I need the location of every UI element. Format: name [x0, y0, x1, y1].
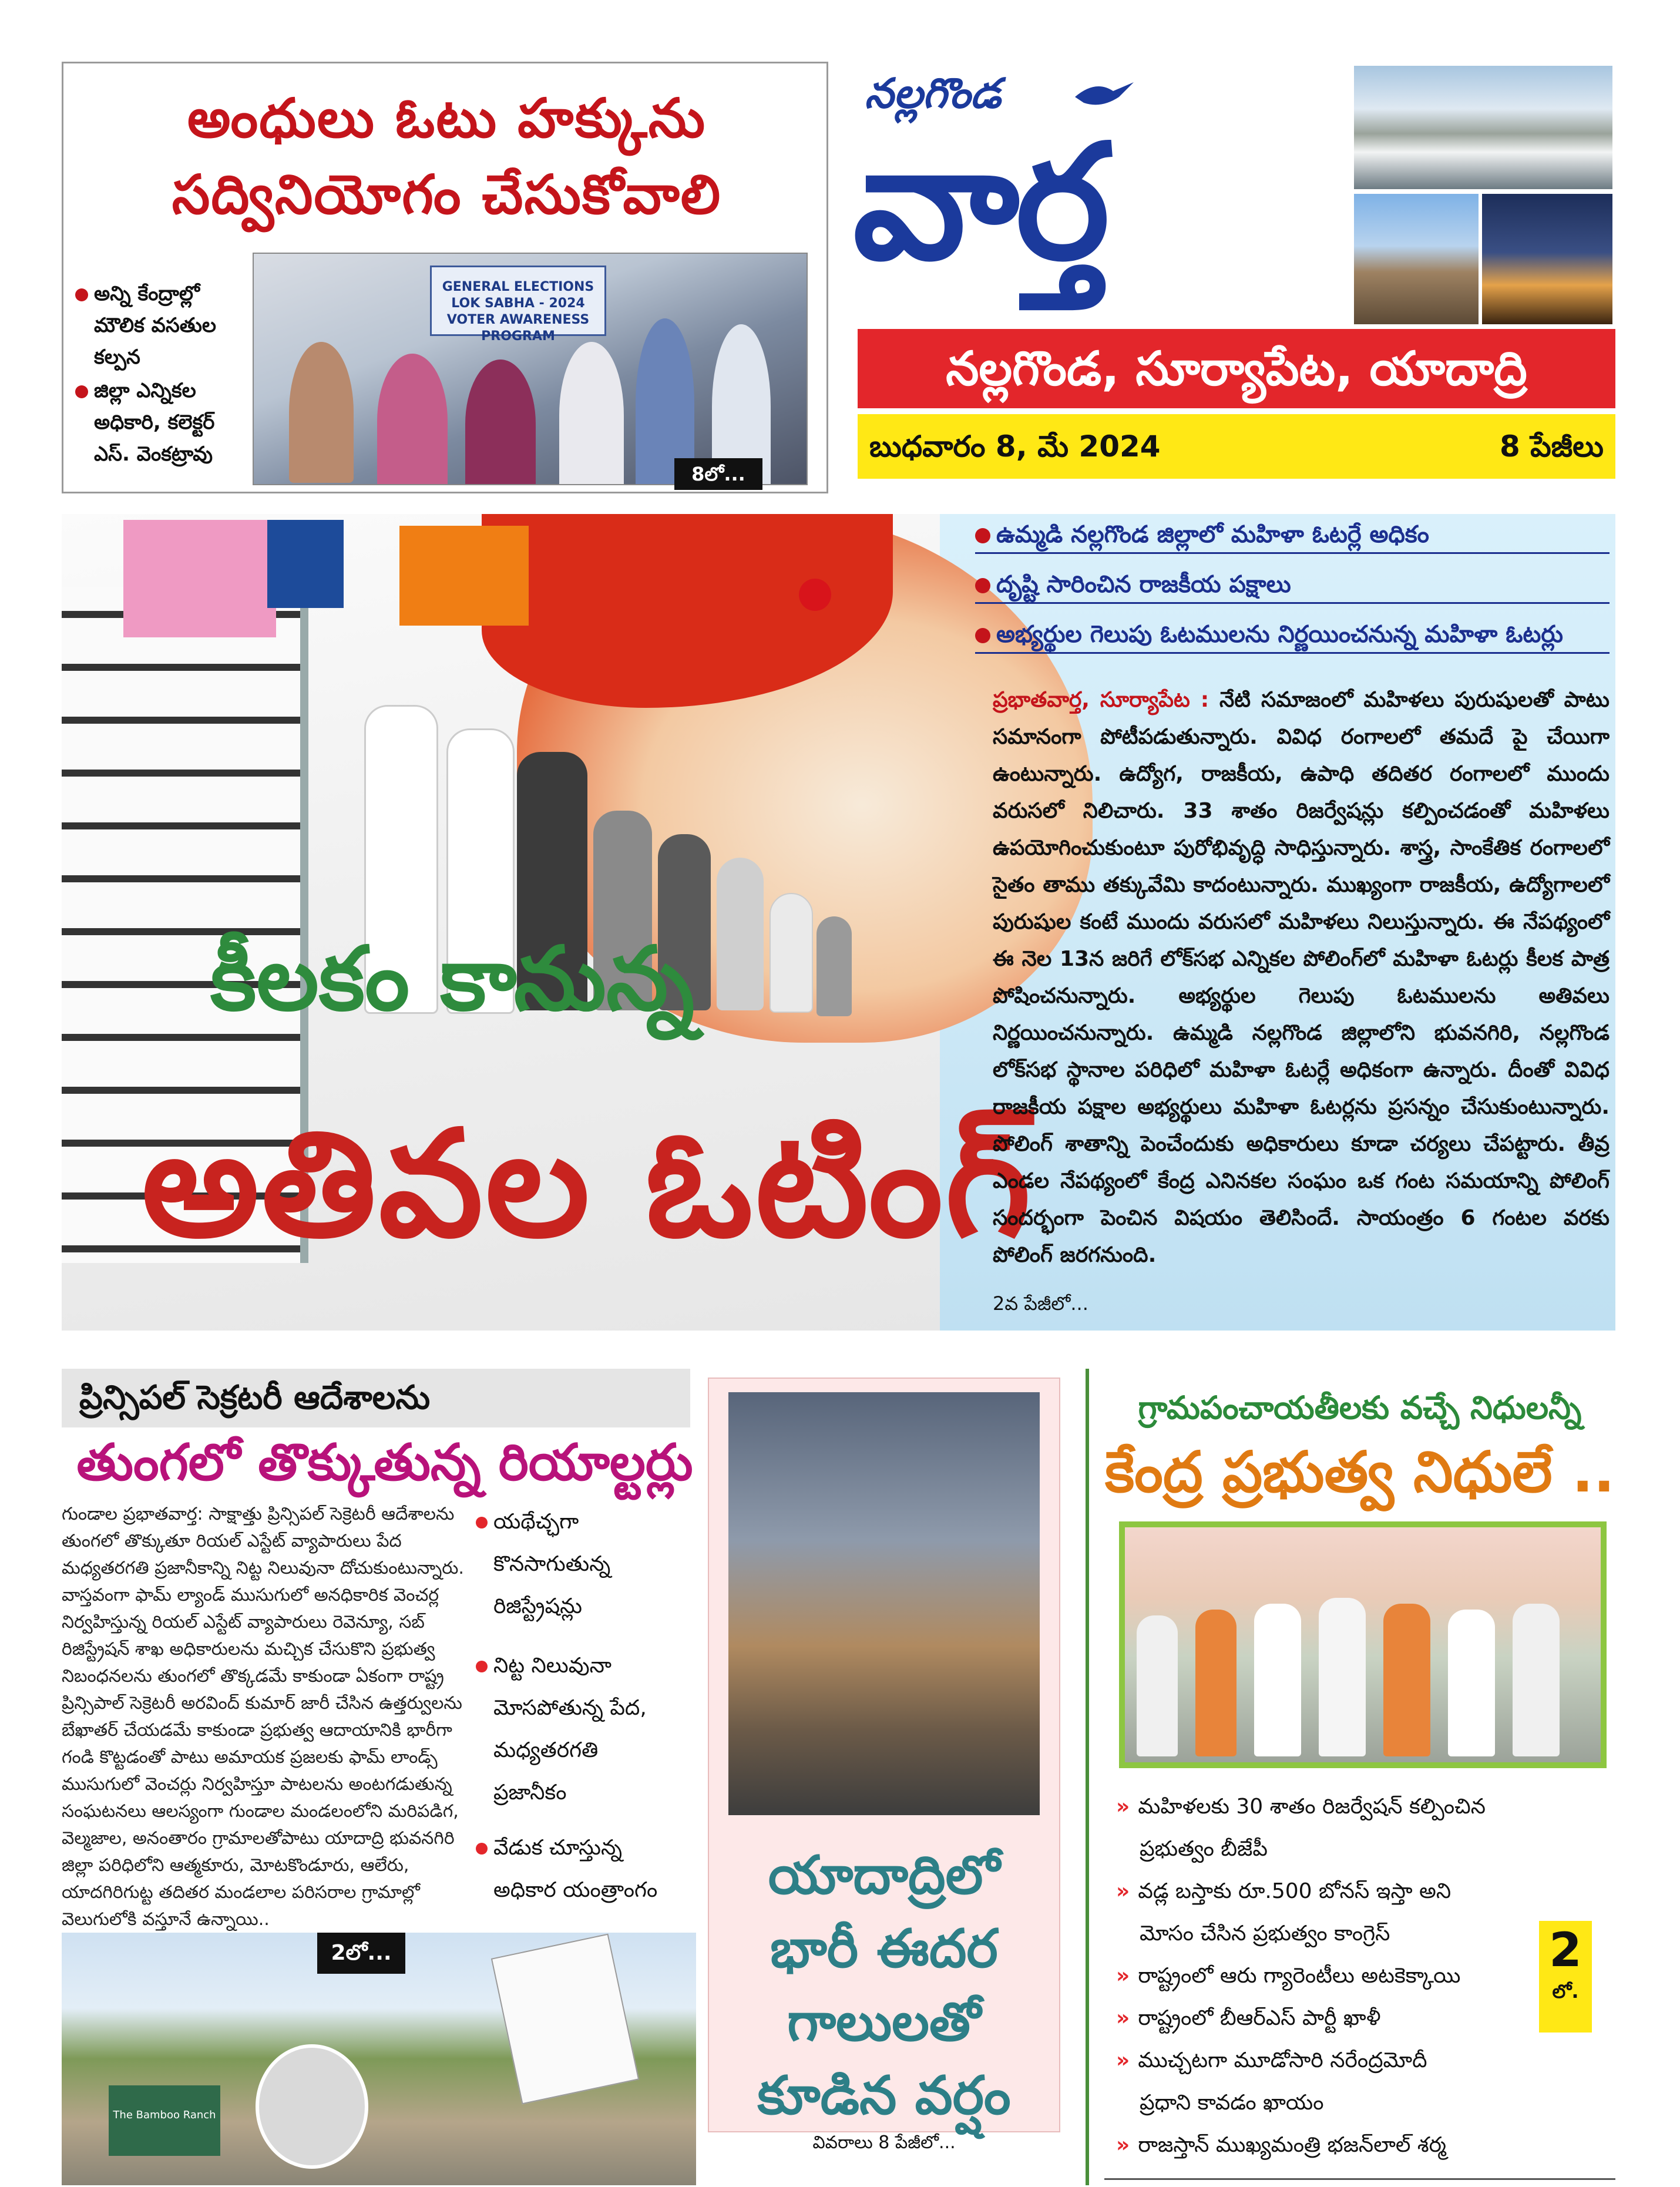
- story2-bullet: యథేచ్ఛగా కొనసాగుతున్న రిజిస్ట్రేషన్లు: [476, 1501, 693, 1628]
- bullet-dot-icon: [75, 288, 88, 301]
- issue-date: బుధవారం 8, మే 2024: [869, 429, 1161, 463]
- story4-bullet: » ముచ్చటగా మూడోసారి నరేంద్రమోదీ: [1116, 2048, 1427, 2072]
- story4-bullet: » రాష్ట్రంలో ఆరు గ్యారెంటీలు అటకెక్కాయి: [1116, 1964, 1461, 1988]
- bullet-dot-icon: [476, 1517, 488, 1528]
- bullet-dot-icon: [476, 1661, 488, 1672]
- story2-kicker: ప్రిన్సిపల్ సెక్రటరీ ఆదేశాలను: [62, 1369, 690, 1427]
- dove-logo-icon: [1072, 76, 1137, 112]
- story4-page-ref[interactable]: 2 లో.: [1539, 1921, 1592, 2033]
- bullet-dot-icon: [975, 578, 990, 593]
- main-headline-line1: కీలకం కానున్న: [210, 928, 694, 1030]
- temple-photo: [1354, 194, 1479, 324]
- top-left-page-ref[interactable]: 8లో...: [674, 458, 762, 490]
- top-left-headline-line2: సద్వినియోగం చేసుకోవాలి: [172, 163, 722, 226]
- party-flag-pink: [123, 520, 276, 637]
- masthead-logo-small: నల్లగొండ: [865, 69, 1001, 117]
- party-flag-saffron: [399, 526, 529, 626]
- masthead-logo: వార్త: [853, 110, 1107, 295]
- story2-page-ref[interactable]: 2లో...: [317, 1933, 405, 1974]
- story4-bullet-cont: ప్రధాని కావడం ఖాయం: [1140, 2091, 1324, 2115]
- top-left-bullet: జిల్లా ఎన్నికల అధికారి, కలెక్టర్ ఎస్. వెంకట్రావు: [75, 375, 246, 470]
- story4-bullet-cont: మోసం చేసిన ప్రభుత్వం కాంగ్రెస్: [1140, 1921, 1390, 1946]
- chevron-bullet-icon: »: [1116, 2006, 1130, 2030]
- chevron-bullet-icon: »: [1116, 2133, 1130, 2157]
- bjp-leaders-photo: [1119, 1521, 1607, 1768]
- bindi-icon: [799, 579, 831, 611]
- bullet-dot-icon: [476, 1843, 488, 1855]
- story4-kicker: గ్రామపంచాయతీలకు వచ్చే నిధులన్నీ: [1138, 1389, 1582, 1426]
- bullet-dot-icon: [975, 528, 990, 543]
- story4-headline: కేంద్ర ప్రభుత్వ నిధులే ..: [1105, 1439, 1615, 1505]
- gate-pillar-inset: [256, 2044, 368, 2169]
- story4-bullet: » రాజస్తాన్ ముఖ్యమంత్రి భజన్‌లాల్ శర్మ: [1116, 2133, 1446, 2157]
- chevron-bullet-icon: »: [1116, 1879, 1130, 1903]
- storm-damage-photo: [728, 1392, 1040, 1815]
- venture-sign: The Bamboo Ranch: [109, 2085, 220, 2156]
- main-bullet: అభ్యర్థుల గెలుపు ఓటములను నిర్ణయించనున్న మహిళా ఓటర్లు: [975, 617, 1610, 654]
- main-bullet: ఉమ్మడి నల్లగొండ జిల్లాలో మహిళా ఓటర్లే అధికం: [975, 517, 1610, 554]
- top-left-story: [62, 62, 828, 493]
- story3-headline: యాదాద్రిలో భారీ ఈదర గాలులతో కూడిన వర్షం: [757, 1845, 1011, 2126]
- story4-bullet: » వడ్ల బస్తాకు రూ.500 బోనస్ ఇస్తా అని: [1116, 1879, 1451, 1903]
- main-story-dateline: ప్రభాతవార్త, సూర్యాపేట :: [993, 688, 1209, 712]
- city-night-photo: [1482, 194, 1612, 324]
- voter-awareness-photo: [253, 253, 808, 485]
- main-story-body: [993, 681, 1610, 1274]
- main-headline-line2: అతివల ఓటింగ్: [142, 1098, 1033, 1269]
- main-page-ref[interactable]: 2వ పేజీలో...: [993, 1292, 1088, 1315]
- main-bullet: దృష్టి సారించిన రాజకీయ పక్షాలు: [975, 567, 1610, 604]
- story2-bullet: వేడుక చూస్తున్న అధికార యంత్రాంగం: [476, 1827, 693, 1911]
- masthead-region: నల్లగొండ, సూర్యాపేట, యాదాద్రి: [858, 329, 1615, 408]
- story3-page-ref[interactable]: వివరాలు 8 పేజీలో...: [812, 2132, 956, 2153]
- photo-banner: GENERAL ELECTIONS LOK SABHA - 2024 VOTER AWARENESS PROGRAM: [430, 266, 606, 336]
- story2-headline: తుంగలో తొక్కుతున్న రియాల్టర్లు: [76, 1433, 693, 1492]
- column-divider: [1086, 1369, 1089, 2185]
- story2-body: గుండాల ప్రభాతవార్త: సాక్షాత్తు ప్రిన్సిపల్ సెక్రెటరీ ఆదేశాలను తుంగలో తొక్కుతూ రియల్ ఎస్టేట్ వ్యాపారులు పేద మధ్యతరగతి ప్రజానీకాన్ని నిట్ట నిలువునా దోచుకుంటున్నారు. వాస్తవంగా ఫామ్ ల్యాండ్ ముసుగులో అనధికారిక వెంచర్ల నిర్వహిస్తున్న రియల్ ఎస్టేట్ వ్యాపారులు రెవెన్యూ, సబ్ రిజిస్ట్రేషన్ శాఖ అధికారులను మచ్చిక చేసుకొని ప్రభుత్వ నిబంధనలను తుంగలో తొక్కడమే కాకుండా ఏకంగా రాష్ట్ర ప్రిన్సిపాల్ సెక్రెటరీ అరవింద్ కుమార్ జారీ చేసిన ఉత్తర్వులను బేఖాతర్ చేయడమే కాకుండా ప్రభుత్వ ఆదాయానికి భారీగా గండి కొట్టడంతో పాటు అమాయక ప్రజలకు ఫామ్ లాండ్స్ ముసుగులో వెంచర్లు నిర్వహిస్తూ పాటలను అంటగడుతున్న సంఘటనలు ఆలస్యంగా గుండాల మండలంలోని మరిపడిగ, వెల్మజాల, అనంతారం గ్రామాలతోపాటు యాదాద్రి భువనగిరి జిల్లా పరిధిలోని ఆత్మకూరు, మోటకొండూరు, ఆలేరు, యాదగిరిగుట్ట తదితర మండలాల పరిసరాల గ్రామాల్లో వెలుగులోకి వస్తూనే ఉన్నాయి..: [62, 1504, 464, 1930]
- government-order-document: [491, 1934, 639, 2105]
- chevron-bullet-icon: »: [1116, 1795, 1130, 1819]
- chevron-bullet-icon: »: [1116, 1964, 1130, 1988]
- party-flag-blue: [267, 520, 344, 608]
- dam-photo: [1354, 66, 1612, 189]
- bullet-dot-icon: [975, 628, 990, 643]
- chevron-bullet-icon: »: [1116, 2048, 1130, 2072]
- bullet-dot-icon: [75, 385, 88, 398]
- story4-bullet-cont: ప్రభుత్వం బీజేపీ: [1140, 1837, 1268, 1861]
- top-left-bullet: అన్ని కేంద్రాల్లో మౌలిక వసతుల కల్పన: [75, 278, 246, 373]
- story2-bullet: నిట్ట నిలువునా మోసపోతున్న పేద, మధ్యతరగతి ప్రజానీకం: [476, 1645, 693, 1814]
- bottom-rule: [1104, 2178, 1615, 2180]
- page-count: 8 పేజీలు: [1499, 429, 1604, 463]
- top-left-headline-line1: అంధులు ఓటు హక్కును: [187, 87, 707, 150]
- main-story-text: నేటి సమాజంలో మహిళలు పురుషులతో పాటు సమానంగా పోటీపడుతున్నారు. వివిధ రంగాలలో తమదే పై చేయిగా ఉంటున్నారు. ఉద్యోగ, రాజకీయ, ఉపాధి తదితర రంగాలలో ముందు వరుసలో నిలిచారు. 33 శాతం రిజర్వేషన్లు కల్పించడంతో మహిళలు ఉపయోగించుకుంటూ పురోభివృద్ధి సాధిస్తున్నారు. శాస్త్ర, సాంకేతిక రంగాలలో సైతం తాము తక్కువేమి కాదంటున్నారు. ముఖ్యంగా రాజకీయ, ఉద్యోగాలలో పురుషుల కంటే ముందు వరుసలో మహిళలు నిలుస్తున్నారు. ఈ నేపథ్యంలో ఈ నెల 13న జరిగే లోక్‌సభ ఎన్నికల పోలింగ్‌లో మహిళా ఓటర్లు కీలక పాత్ర పోషించనున్నారు. అభ్యర్థుల గెలుపు ఓటములను అతివలు నిర్ణయించనున్నారు. ఉమ్మడి నల్లగొండ జిల్లాలోని భువనగిరి, నల్లగొండ లోక్‌సభ స్థానాల పరిధిలో మహిళా ఓటర్లే అధికంగా ఉన్నారు. దీంతో వివిధ రాజకీయ పక్షాల అభ్యర్థులు మహిళా ఓటర్లను ప్రసన్నం చేసుకుంటున్నారు. పోలింగ్ శాతాన్ని పెంచేందుకు అధికారులు కూడా చర్యలు చేపట్టారు. తీవ్ర ఎండల నేపథ్యంలో కేంద్ర ఎనినకల సంఘం ఒక గంట సమయాన్ని పోలింగ్ సందర్భంగా పెంచిన విషయం తెలిసిందే. సాయంత్రం 6 గంటల వరకు పోలింగ్ జరగనుంది.: [993, 688, 1610, 1267]
- story4-bullet: » మహిళలకు 30 శాతం రిజర్వేషన్ కల్పించిన: [1116, 1795, 1486, 1819]
- story4-bullet: » రాష్ట్రంలో బీఆర్ఎస్ పార్టీ ఖాళీ: [1116, 2006, 1381, 2030]
